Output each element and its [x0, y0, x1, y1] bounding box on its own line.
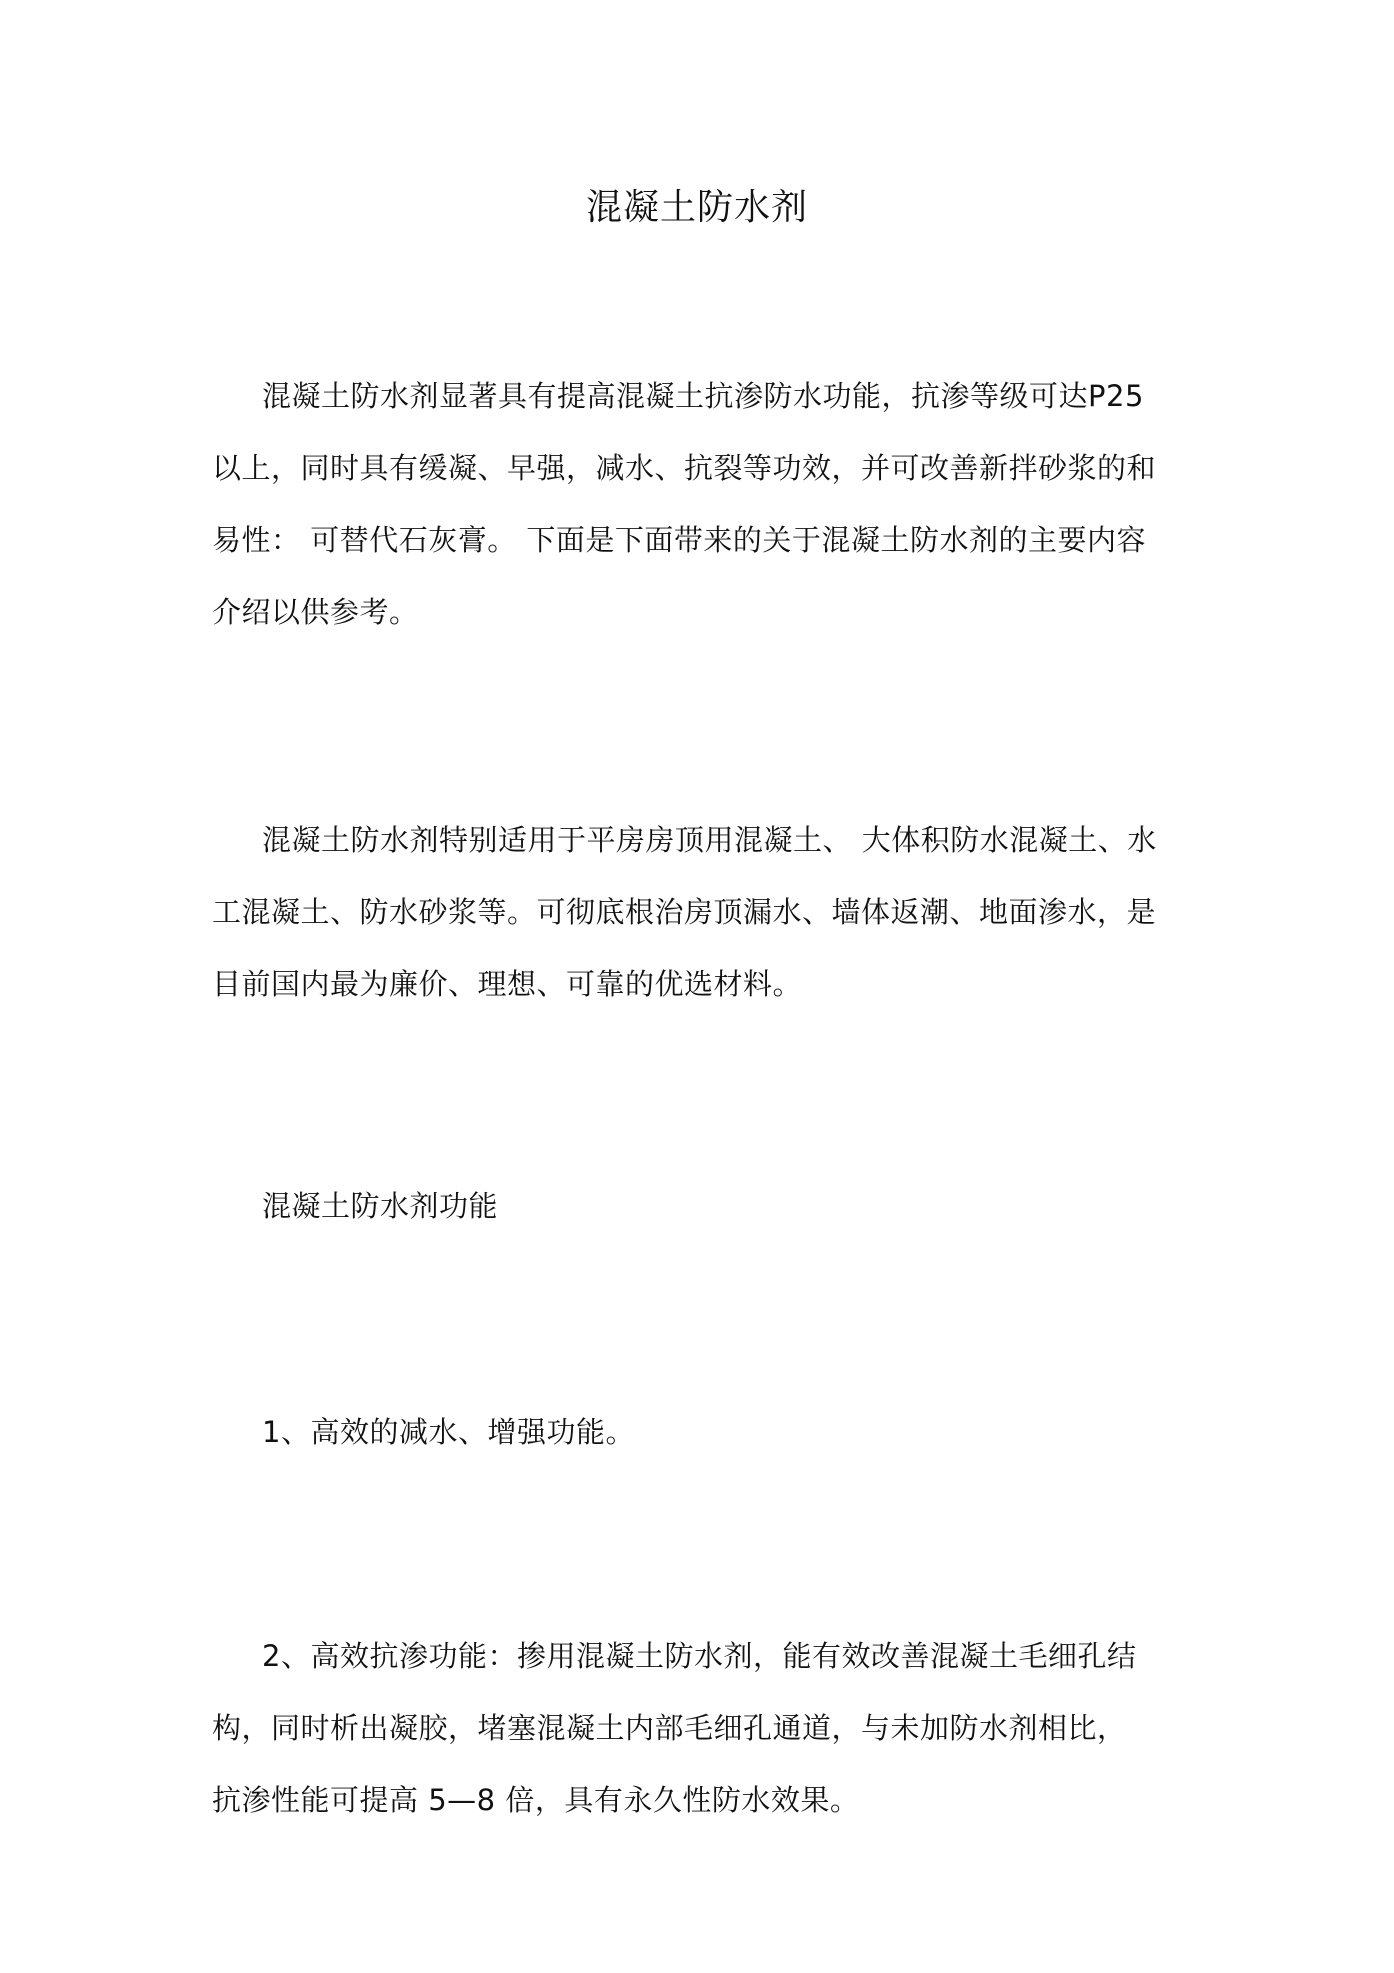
paragraph-applications: 混凝土防水剂特别适用于平房房顶用混凝土、 大体积防水混凝土、水工混凝土、防水砂浆等。可彻底根治房顶漏水、墙体返潮、地面渗水，是目前国内最为廉价、理想、可靠的优选材料。 — [212, 823, 1157, 1001]
list-item-function-2: 2、高效抗渗功能：掺用混凝土防水剂，能有效改善混凝土毛细孔结构，同时析出凝胶，堵塞混凝土内部毛细孔通道，与未加防水剂相比，抗渗性能可提高 5—8 倍，具有永久性防水效果。 — [212, 1639, 1137, 1817]
list-item-function-1: 1、高效的减水、增强功能。 — [262, 1415, 635, 1449]
section-heading-functions: 混凝土防水剂功能 — [262, 1189, 499, 1223]
paragraph-intro: 混凝土防水剂显著具有提高混凝土抗渗防水功能，抗渗等级可达P25以上，同时具有缓凝、早强，减水、抗裂等功效，并可改善新拌砂浆的和易性： 可替代石灰膏。 下面是下面带来的关于混凝土防水剂的主要内容介绍以供参考。 — [212, 379, 1157, 629]
document-title: 混凝土防水剂 — [585, 187, 808, 228]
